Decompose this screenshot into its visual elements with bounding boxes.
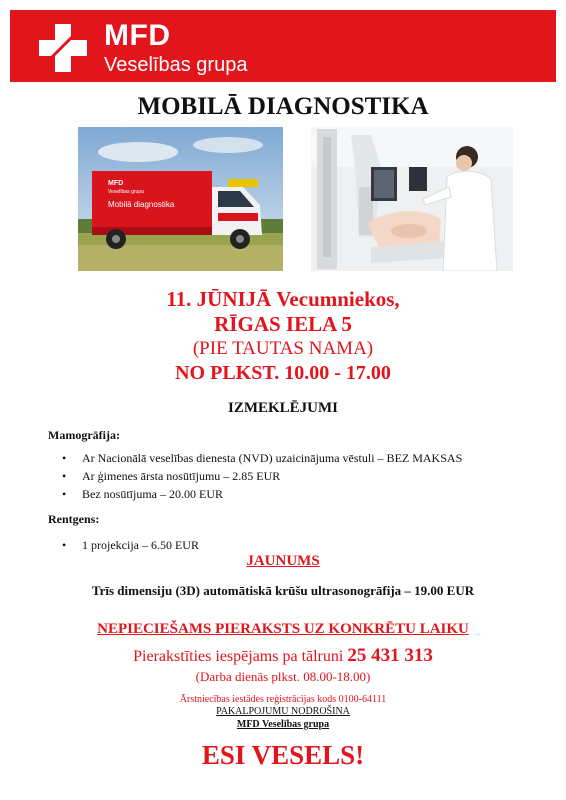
truck-title-text: Mobilā diagnostika [108, 200, 175, 209]
office-hours: (Darba dienās plkst. 08.00-18.00) [195, 669, 371, 684]
phone-line [0, 645, 566, 668]
exams-heading: IZMEKLĒJUMI [227, 400, 338, 416]
truck-brand-text: MFD [108, 180, 124, 187]
event-street-address: RĪGAS IELA 5 [214, 312, 352, 336]
medical-cross-icon [39, 24, 87, 72]
mammography-exam-photo [311, 127, 513, 271]
appointment-heading: NEPIECIEŠAMS PIERAKSTS UZ KONKRĒTU LAIKU [97, 621, 469, 637]
xray-price-list [48, 536, 528, 554]
mammography-label: Mamogrāfija: [48, 428, 120, 442]
event-place-note: (PIE TAUTAS NAMA) [192, 338, 374, 359]
brand-name: MFD [104, 19, 171, 52]
truck-subtitle-text: Veselības grupa [108, 189, 144, 195]
brand-subtitle: Veselības grupa [104, 54, 248, 76]
provided-by-label: PAKALPOJUMU NODROŠINA [216, 706, 350, 717]
provider-name: MFD Veselības grupa [236, 719, 330, 730]
xray-label: Rentgens: [48, 512, 100, 526]
list-item: • 1 projekcija – 6.50 EUR [48, 536, 528, 554]
registration-code: Ārstniecības iestādes reģistrācijas kods 0100-64111 [179, 694, 387, 705]
mobile-diagnostics-truck-photo [78, 127, 283, 271]
news-heading: JAUNUMS [246, 553, 320, 569]
list-item: • Ar ģimenes ārsta nosūtījumu – 2.85 EUR [48, 467, 528, 485]
mammography-price-list [48, 449, 528, 503]
list-item: • Ar Nacionālā veselības dienesta (NVD) uzaicinājuma vēstuli – BEZ MAKSAS [48, 449, 528, 467]
event-time: NO PLKST. 10.00 - 17.00 [175, 362, 391, 384]
event-date-location: 11. JŪNIJĀ Vecumniekos, [166, 287, 400, 311]
news-text: Trīs dimensiju (3D) automātiskā krūšu ultrasonogrāfija – 19.00 EUR [91, 583, 475, 598]
phone-number: 25 431 313 [347, 645, 433, 666]
page-title: MOBILĀ DIAGNOSTIKA [137, 93, 429, 120]
list-item: • Bez nosūtījuma – 20.00 EUR [48, 485, 528, 503]
header-banner [10, 10, 556, 82]
slogan: ESI VESELS! [201, 740, 365, 770]
phone-prefix: Pierakstīties iespējams pa tālruni [133, 648, 344, 665]
